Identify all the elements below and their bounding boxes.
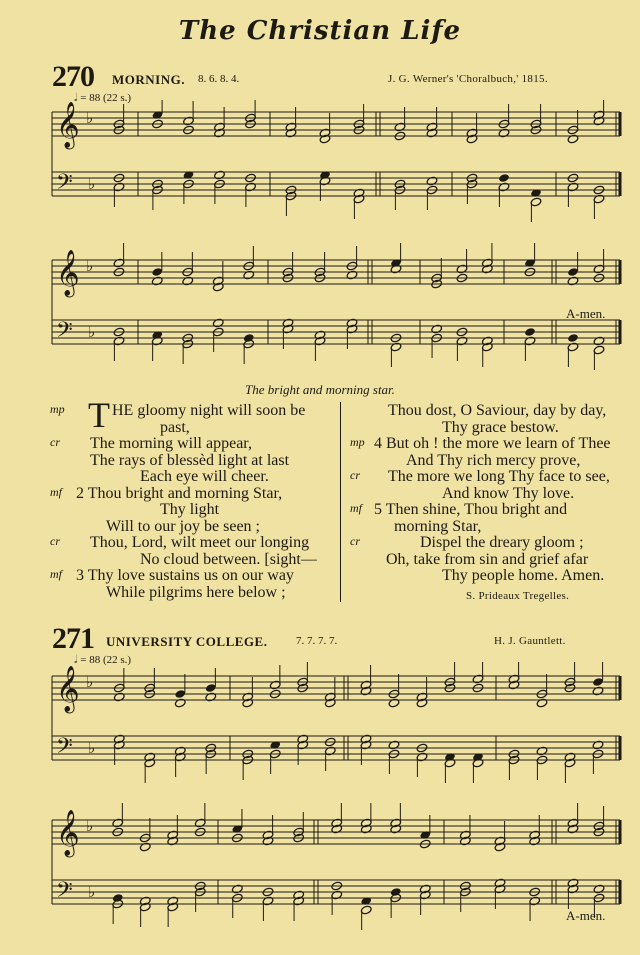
flat-icon: ♭ (86, 257, 94, 275)
verse-line: The rays of blessèd light at last (90, 451, 290, 469)
verse-line: 3 Thy love sustains us on our way (76, 567, 294, 584)
verses-right-column (340, 402, 640, 602)
note-head (567, 333, 579, 343)
verse-line: morning Star, (394, 517, 482, 535)
flat-icon: ♭ (88, 883, 96, 901)
verse-line: 2 Thou bright and morning Star, (76, 484, 283, 502)
verse-line: No cloud between. [sight— (140, 550, 317, 568)
verse-line: Will to our joy be seen ; (106, 517, 260, 535)
verse-line: And know Thy love. (442, 484, 575, 502)
verse-line: The morning will appear, (90, 435, 252, 452)
amen-label: A-men. (566, 306, 606, 321)
author-credit: S. Prideaux Tregelles. (466, 590, 570, 602)
music-score-270 (0, 100, 640, 380)
bass-clef-icon: 𝄢 (56, 170, 73, 200)
flat-icon: ♭ (88, 175, 96, 193)
verse-line: While pilgrims here below ; (106, 583, 286, 601)
music-score-271 (0, 662, 640, 955)
verse-line: And Thy rich mercy prove, (406, 451, 581, 469)
amen-label: A-men. (566, 908, 606, 923)
hymn-number: 271 (52, 622, 94, 655)
hymn-caption: The bright and morning star. (245, 382, 395, 397)
bass-clef-icon: 𝄢 (56, 318, 73, 348)
tempo-marking: 𝅗𝅥 = 88 (22 s.) (74, 92, 132, 104)
verse-line: Thy grace bestow. (442, 418, 559, 436)
dynamic-marking: cr (350, 534, 360, 548)
dynamic-marking: cr (50, 534, 60, 548)
bass-clef-icon: 𝄢 (56, 734, 73, 764)
dynamic-marking: cr (50, 435, 60, 449)
verse-line: Thy people home. Amen. (442, 567, 605, 584)
treble-clef-icon: 𝄞 (56, 666, 80, 712)
verse-line: 4 But oh ! the more we learn of Thee (374, 435, 611, 452)
verses-left-column (0, 395, 340, 602)
dynamic-marking: mf (50, 567, 62, 581)
tempo-marking: 𝅗𝅥 = 88 (22 s.) (74, 654, 132, 666)
treble-clef-icon: 𝄞 (56, 810, 80, 856)
meter: 8. 6. 8. 4. (198, 73, 240, 85)
bass-clef-icon: 𝄢 (56, 878, 73, 908)
meter: 7. 7. 7. 7. (296, 635, 338, 647)
verse-line: The more we long Thy face to see, (388, 468, 610, 485)
dynamic-marking: cr (350, 468, 360, 482)
verse-line: Oh, take from sin and grief afar (386, 550, 589, 568)
verse-line: Dispel the dreary gloom ; (420, 534, 584, 551)
dynamic-marking: mp (350, 435, 365, 449)
flat-icon: ♭ (88, 739, 96, 757)
dynamic-marking: mp (50, 402, 65, 416)
composer: J. G. Werner's 'Choralbuch,' 1815. (388, 73, 548, 85)
flat-icon: ♭ (86, 109, 94, 127)
note-head (524, 327, 536, 337)
treble-clef-icon: 𝄞 (56, 102, 80, 148)
dynamic-marking: mf (50, 484, 62, 499)
tune-name: UNIVERSITY COLLEGE. (106, 634, 268, 649)
page-title: The Christian Life (178, 16, 462, 46)
composer: H. J. Gauntlett. (494, 635, 566, 647)
flat-icon: ♭ (86, 673, 94, 691)
verse-line: Each eye will cheer. (140, 468, 269, 485)
hymn-number: 270 (52, 60, 94, 93)
flat-icon: ♭ (88, 323, 96, 341)
note-head (498, 173, 510, 183)
tune-name: MORNING. (112, 72, 185, 87)
verse-line: past, (160, 418, 190, 436)
flat-icon: ♭ (86, 817, 94, 835)
dynamic-marking: mf (350, 501, 362, 515)
verse-line: Thou dost, O Saviour, day by day, (388, 402, 607, 419)
verse-line: HE gloomy night will soon be (112, 402, 306, 419)
verse-line: Thy light (160, 501, 220, 518)
verse-line: Thou, Lord, wilt meet our longing (90, 534, 310, 551)
treble-clef-icon: 𝄞 (56, 250, 80, 296)
drop-cap: T (88, 395, 110, 435)
verse-line: 5 Then shine, Thou bright and (374, 501, 568, 518)
